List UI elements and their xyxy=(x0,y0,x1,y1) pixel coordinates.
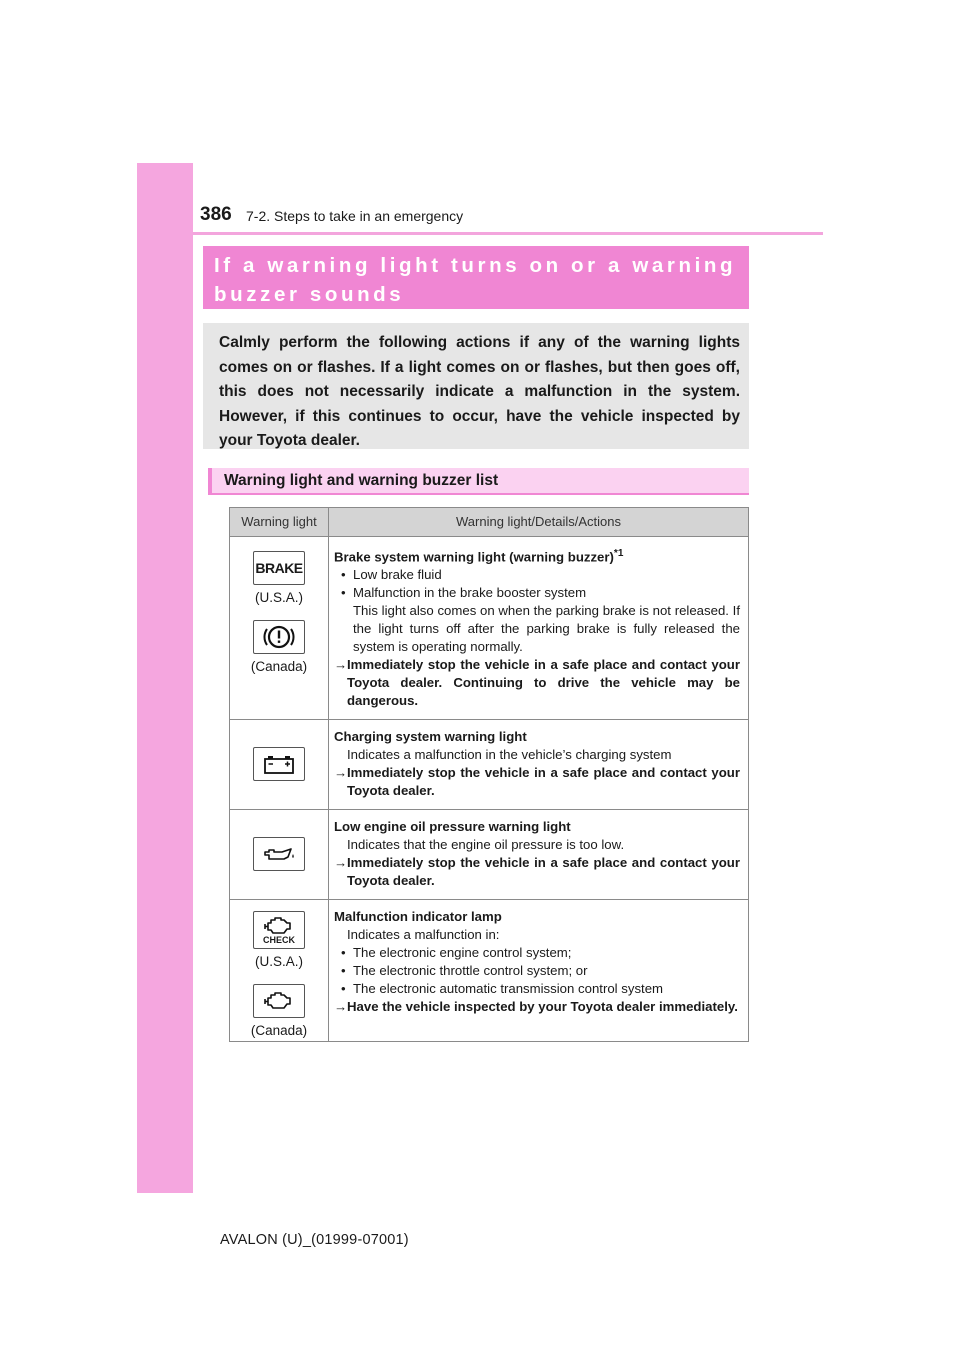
arrow-icon: → xyxy=(334,855,348,871)
icon-cell xyxy=(230,810,329,900)
subheading: Warning light and warning buzzer list xyxy=(208,468,749,495)
action-text: → Have the vehicle inspected by your Toyota dealer immediately. xyxy=(334,999,738,1015)
details-cell xyxy=(329,900,749,1042)
details-cell xyxy=(329,810,749,900)
header-divider xyxy=(193,232,823,235)
region-label: (Canada) xyxy=(250,659,308,674)
intro-paragraph: Calmly perform the following actions if any of the warning lights comes on or flashes. If a light comes on or flashes, but then goes off, this does not necessarily indicate a malfunction in the system. However, if this continues to occur, have the vehicle inspected by your Toyota dealer. xyxy=(203,323,749,449)
table-row xyxy=(230,900,749,1042)
icon-cell xyxy=(230,720,329,810)
action-text: → Immediately stop the vehicle in a safe place and contact your Toyota dealer. xyxy=(334,765,740,799)
icon-cell xyxy=(230,900,329,1042)
engine-check-icon: CHECK xyxy=(253,911,305,949)
page-number: 386 xyxy=(200,204,232,225)
list-item: • The electronic automatic transmission control system xyxy=(334,980,740,998)
engine-icon xyxy=(253,984,305,1018)
details-cell xyxy=(329,537,749,720)
side-tab-strip xyxy=(137,163,193,1193)
oil-can-icon xyxy=(253,837,305,871)
details-cell xyxy=(329,720,749,810)
action-text: → Immediately stop the vehicle in a safe place and contact your Toyota dealer. xyxy=(334,855,740,889)
document-footer: AVALON (U)_(01999-07001) xyxy=(220,1232,409,1248)
detail-text: Indicates that the engine oil pressure is too low. xyxy=(347,837,625,853)
page-title xyxy=(203,246,749,309)
list-item: • Low brake fluid xyxy=(334,566,740,584)
light-name: Charging system warning light xyxy=(334,729,527,745)
table-header-row xyxy=(230,508,749,537)
detail-note: This light also comes on when the parking brake is not released. If the light turns off after the parking brake is fully released the system is operating normally. xyxy=(353,603,740,655)
detail-text: Indicates a malfunction in: xyxy=(347,927,500,943)
section-label: 7-2. Steps to take in an emergency xyxy=(246,208,464,224)
table-row xyxy=(230,810,749,900)
title-line-1: If a warning light turns on or a warning xyxy=(214,254,737,277)
detail-text: Indicates a malfunction in the vehicle’s charging system xyxy=(347,747,672,763)
region-label: (U.S.A.) xyxy=(254,590,303,605)
table-row xyxy=(230,720,749,810)
list-item: • The electronic engine control system; xyxy=(334,944,740,962)
arrow-icon: → xyxy=(334,657,348,673)
warning-light-table xyxy=(229,507,749,1042)
light-name: Low engine oil pressure warning light xyxy=(334,819,571,835)
region-label: (Canada) xyxy=(250,1023,308,1039)
region-label: (U.S.A.) xyxy=(254,954,303,970)
light-name: Brake system warning light (warning buzzer)$^{*1}$ xyxy=(334,548,624,565)
title-line-2: buzzer sounds xyxy=(214,283,405,306)
col-header-warning-light: Warning light xyxy=(230,508,329,537)
icon-cell xyxy=(230,537,329,720)
col-header-details: Warning light/Details/Actions xyxy=(329,508,749,537)
list-item: • Malfunction in the brake booster system xyxy=(334,584,740,602)
action-text: → Immediately stop the vehicle in a safe place and contact your Toyota dealer. Continuing to drive the vehicle may be dangerous. xyxy=(334,657,740,709)
brake-text-icon: BRAKE xyxy=(253,551,305,585)
list-item: • The electronic throttle control system; or xyxy=(334,962,740,980)
circle-exclamation-icon xyxy=(253,620,305,654)
light-name: Malfunction indicator lamp xyxy=(334,909,502,925)
battery-icon xyxy=(253,747,305,781)
footnote-marker: *1 xyxy=(613,548,624,559)
arrow-icon: → xyxy=(334,765,348,781)
arrow-icon: → xyxy=(334,999,348,1015)
table-row xyxy=(230,537,749,720)
